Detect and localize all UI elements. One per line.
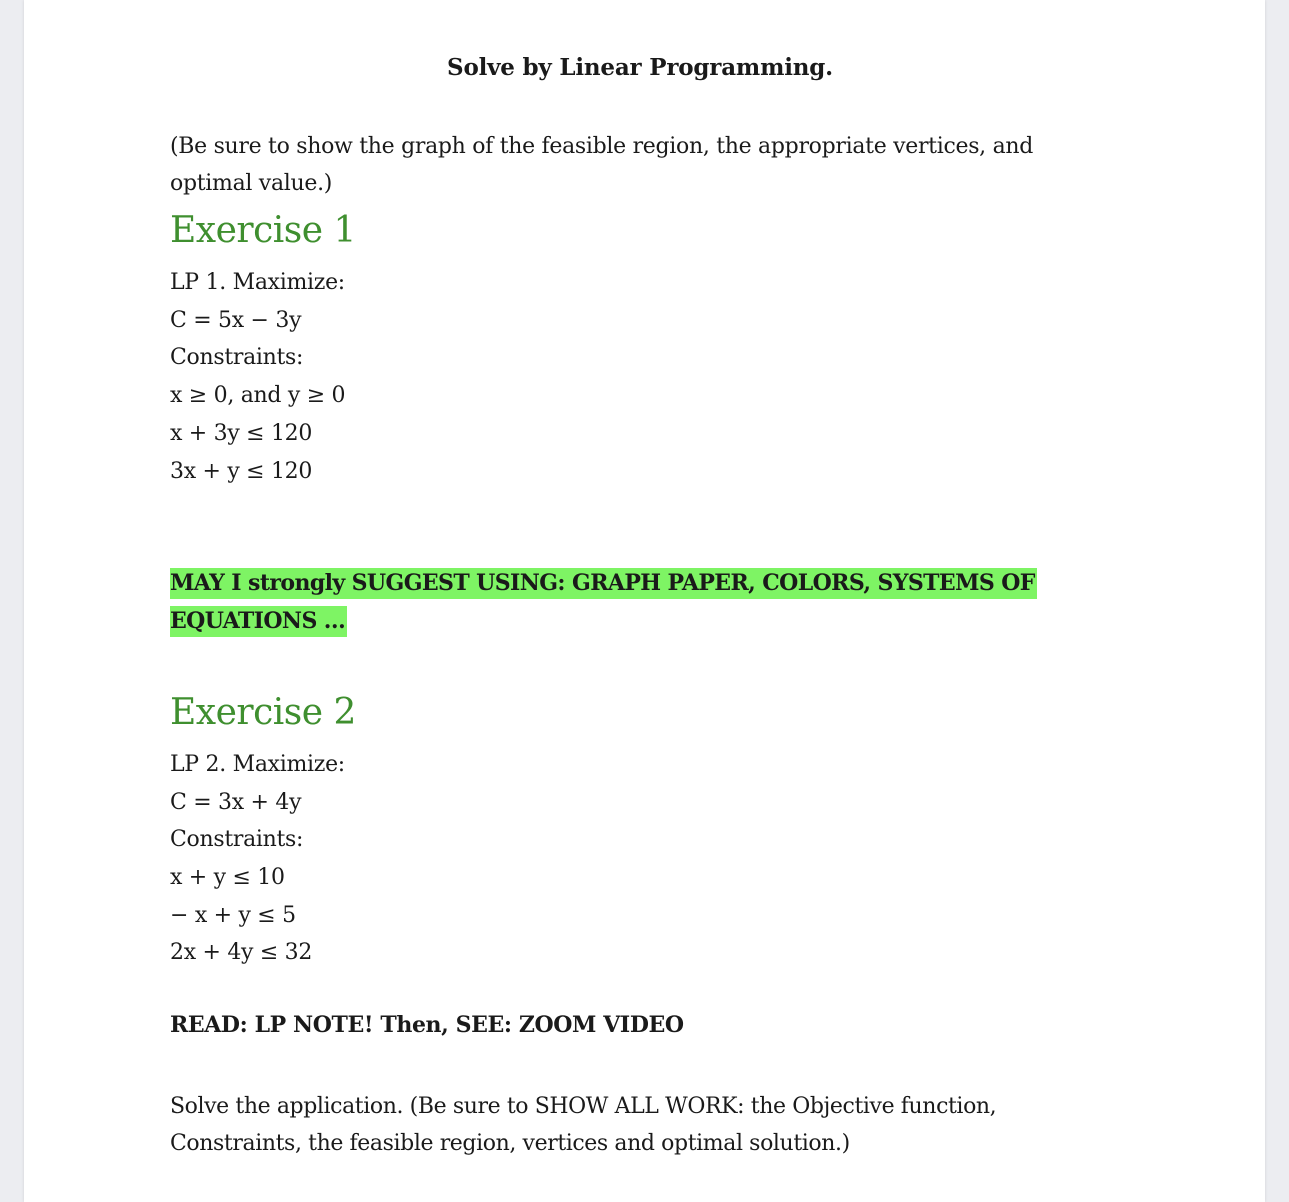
exercise-1-objective: C = 5x − 3y <box>170 308 302 333</box>
intro-instructions: (Be sure to show the graph of the feasible region, the appropriate vertices, and optimal value.) <box>170 134 1034 196</box>
exercise-2-constraint-3: 2x + 4y ≤ 32 <box>170 940 313 965</box>
suggestion-highlight <box>170 564 1070 640</box>
exercise-2-constraint-1: x + y ≤ 10 <box>170 865 285 890</box>
exercise-1-constraint-2: 3x + y ≤ 120 <box>170 459 313 484</box>
exercise-1-prompt: LP 1. Maximize: <box>170 270 345 295</box>
exercise-1-heading: Exercise 1 <box>170 210 356 251</box>
lp-note-instruction: READ: LP NOTE! Then, SEE: ZOOM VIDEO <box>170 1012 684 1038</box>
exercise-2-prompt: LP 2. Maximize: <box>170 752 345 777</box>
exercise-1-constraint-1: x + 3y ≤ 120 <box>170 421 313 446</box>
exercise-2-constraints-label: Constraints: <box>170 827 304 852</box>
suggestion-text: MAY I strongly SUGGEST USING: GRAPH PAPER, COLORS, SYSTEMS OF EQUATIONS … <box>170 568 1037 637</box>
application-instructions: Solve the application. (Be sure to SHOW ALL WORK: the Objective function, Constraints, the feasible region, vertices and optimal solution.) <box>170 1094 997 1156</box>
exercise-2-constraint-2: − x + y ≤ 5 <box>170 903 296 928</box>
document-page <box>24 0 1265 1202</box>
exercise-1-constraint-nonneg: x ≥ 0, and y ≥ 0 <box>170 383 346 408</box>
exercise-1-constraints-label: Constraints: <box>170 345 304 370</box>
exercise-2-heading: Exercise 2 <box>170 692 356 733</box>
exercise-2-objective: C = 3x + 4y <box>170 790 302 815</box>
document-title: Solve by Linear Programming. <box>447 54 833 81</box>
